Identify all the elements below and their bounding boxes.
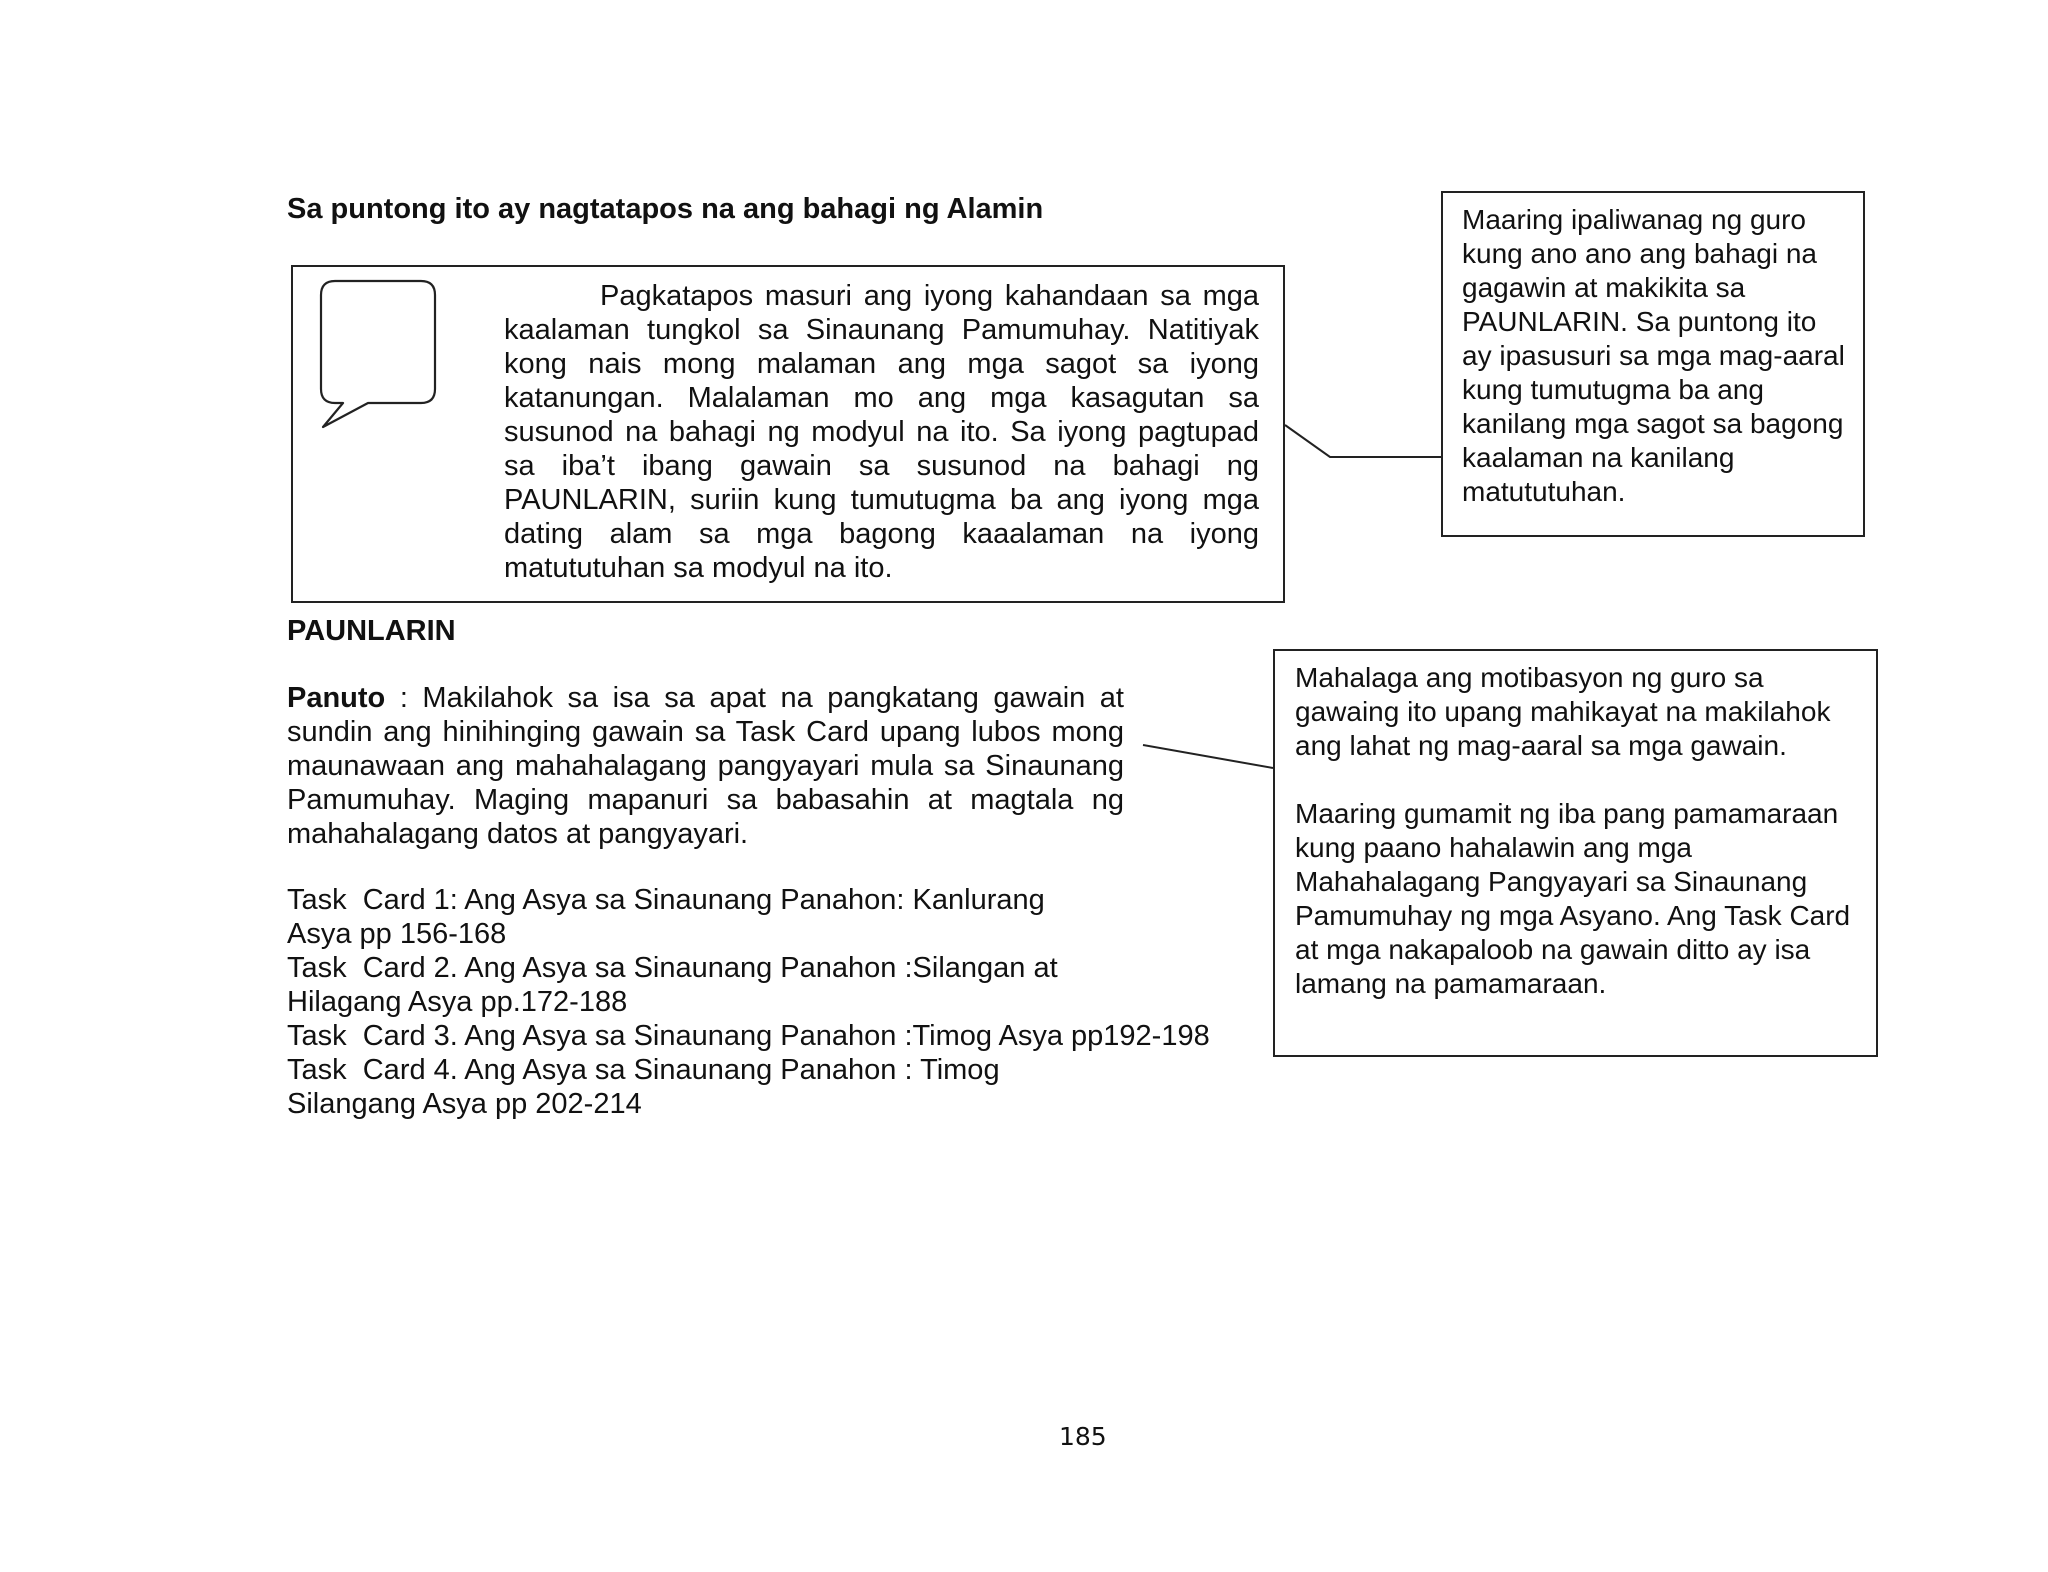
- task-card-line: Task Card 1: Ang Asya sa Sinaunang Panahon: Kanlurang: [287, 884, 1045, 916]
- task-card-line: Hilagang Asya pp.172-188: [287, 986, 628, 1018]
- intro-box: [291, 265, 1285, 603]
- panuto-paragraph: [287, 681, 1124, 851]
- panuto-text: : Makilahok sa isa sa apat na pangkatang gawain at sundin ang hinihinging gawain sa Task Card upang lubos mong maunawaan ang mahahalagang pangyayari mula sa Sinaunang Pamumuhay. Maging mapanuri sa babasahin at magtala ng mahahalagang datos at pangyayari.: [287, 682, 1124, 850]
- section-heading-paunlarin: PAUNLARIN: [287, 615, 456, 647]
- task-card-list: [287, 883, 1210, 1121]
- task-card-line: Silangang Asya pp 202-214: [287, 1088, 642, 1120]
- speech-bubble-icon: [313, 279, 443, 429]
- connector-line-2: [1143, 745, 1273, 768]
- panuto-label: Panuto: [287, 682, 386, 714]
- teacher-note-box-1: [1441, 191, 1865, 537]
- section-heading-alamin: Sa puntong ito ay nagtatapos na ang bahagi ng Alamin: [287, 193, 1044, 225]
- teacher-note-box-2: [1273, 649, 1878, 1057]
- connector-line-1: [1285, 425, 1441, 457]
- intro-text: Pagkatapos masuri ang iyong kahandaan sa mga kaalaman tungkol sa Sinaunang Pamumuhay. Natitiyak kong nais mong malaman ang mga sagot sa iyong katanungan. Malalaman mo ang mga kasagutan sa susunod na bahagi ng modyul na ito. Sa iyong pagtupad sa iba’t ibang gawain sa susunod na bahagi ng PAUNLARIN, suriin kung tumutugma ba ang iyong mga dating alam sa mga bagong kaaalaman na iyong matututuhan sa modyul na ito.: [504, 280, 1259, 584]
- page-number: 185: [1059, 1422, 1107, 1451]
- teacher-note-2-paragraph-2: Maaring gumamit ng iba pang pamamaraan kung paano hahalawin ang mga Mahahalagang Pangyayari sa Sinaunang Pamumuhay ng mga Asyano. Ang Task Card at mga nakapaloob na gawain ditto ay isa lamang na pamamaraan.: [1295, 798, 1851, 999]
- task-card-line: Task Card 3. Ang Asya sa Sinaunang Panahon :Timog Asya pp192-198: [287, 1020, 1210, 1052]
- task-card-line: Task Card 4. Ang Asya sa Sinaunang Panahon : Timog: [287, 1054, 1000, 1086]
- teacher-note-2-paragraph-1: Mahalaga ang motibasyon ng guro sa gawaing ito upang mahikayat na makilahok ang lahat ng mag-aaral sa mga gawain.: [1295, 662, 1831, 761]
- task-card-line: Task Card 2. Ang Asya sa Sinaunang Panahon :Silangan at: [287, 952, 1058, 984]
- teacher-note-1-text: Maaring ipaliwanag ng guro kung ano ano ang bahagi na gagawin at makikita sa PAUNLARIN. Sa puntong ito ay ipasusuri sa mga mag-aaral kung tumutugma ba ang kanilang mga sagot sa bagong kaalaman na kanilang matututuhan.: [1462, 204, 1845, 507]
- task-card-line: Asya pp 156-168: [287, 918, 507, 950]
